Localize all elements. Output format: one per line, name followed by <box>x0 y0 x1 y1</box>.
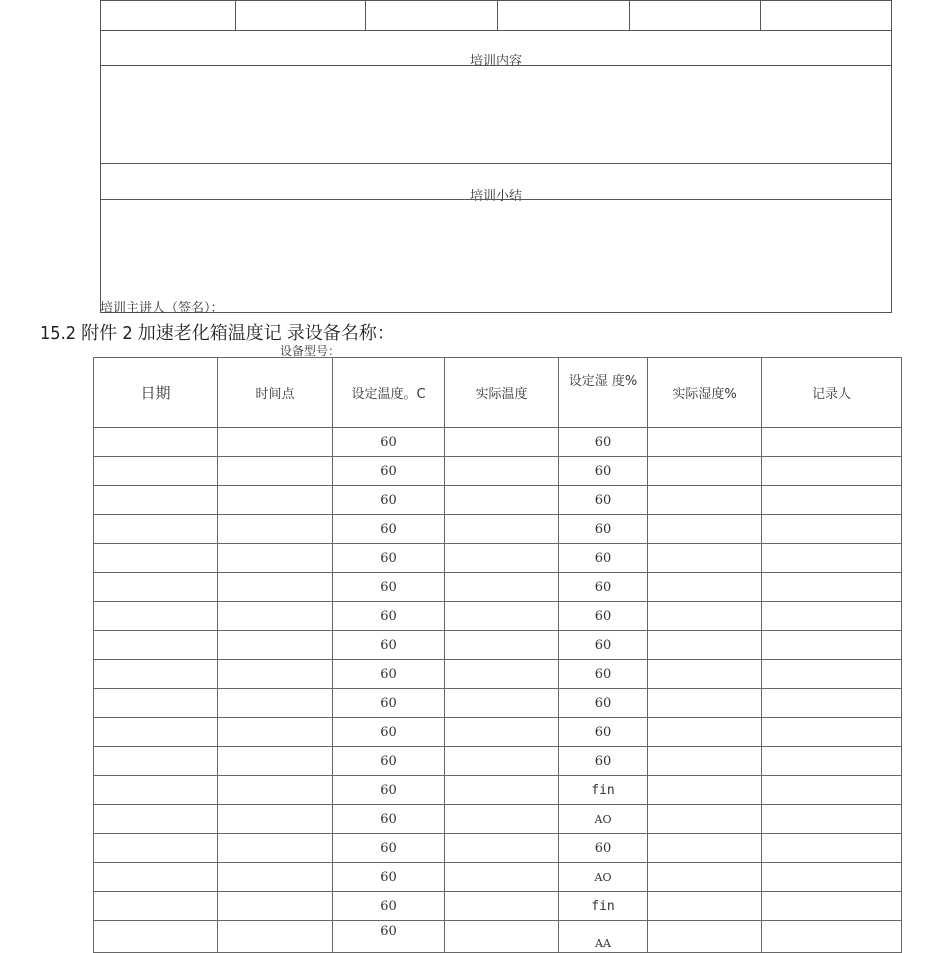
actual-temp-cell[interactable] <box>445 544 559 573</box>
time-cell[interactable] <box>218 602 333 631</box>
date-cell[interactable] <box>94 805 218 834</box>
time-cell[interactable] <box>218 834 333 863</box>
set-humidity-cell: 60 <box>559 515 648 544</box>
date-cell[interactable] <box>94 428 218 457</box>
date-cell[interactable] <box>94 718 218 747</box>
table-row <box>94 776 902 805</box>
actual-humidity-cell[interactable] <box>648 776 762 805</box>
actual-humidity-cell[interactable] <box>648 428 762 457</box>
set-temp-cell: 60 <box>333 428 445 457</box>
recorder-cell[interactable] <box>762 689 902 718</box>
date-cell[interactable] <box>94 747 218 776</box>
set-temp-cell: 60 <box>333 573 445 602</box>
set-temp-cell: 60 <box>333 718 445 747</box>
actual-humidity-cell[interactable] <box>648 718 762 747</box>
date-cell[interactable] <box>94 631 218 660</box>
set-temp-cell: 60 <box>333 486 445 515</box>
time-cell[interactable] <box>218 544 333 573</box>
recorder-cell[interactable] <box>762 892 902 921</box>
table-row <box>94 892 902 921</box>
set-humidity-cell: 60 <box>559 747 648 776</box>
header-date: 日期 <box>94 358 218 428</box>
recorder-cell[interactable] <box>762 573 902 602</box>
date-cell[interactable] <box>94 863 218 892</box>
set-humidity-cell: 60 <box>559 602 648 631</box>
set-temp-cell: 60 <box>333 515 445 544</box>
recorder-cell[interactable] <box>762 544 902 573</box>
table-row <box>94 660 902 689</box>
time-cell[interactable] <box>218 892 333 921</box>
actual-temp-cell[interactable] <box>445 631 559 660</box>
actual-temp-cell[interactable] <box>445 805 559 834</box>
actual-temp-cell[interactable] <box>445 921 559 953</box>
row-divider <box>101 199 891 200</box>
date-cell[interactable] <box>94 602 218 631</box>
row-divider <box>101 65 891 66</box>
recorder-cell[interactable] <box>762 747 902 776</box>
column-divider <box>235 0 236 30</box>
set-humidity-cell: 60 <box>559 486 648 515</box>
table-row <box>94 689 902 718</box>
time-cell[interactable] <box>218 660 333 689</box>
set-humidity-cell: fin <box>559 892 648 921</box>
actual-temp-cell[interactable] <box>445 747 559 776</box>
set-humidity-cell: 60 <box>559 457 648 486</box>
equipment-model-label: 设备型号： <box>280 344 341 358</box>
set-humidity-cell: 60 <box>559 573 648 602</box>
temperature-record-table <box>93 357 902 953</box>
set-temp-cell: 60 <box>333 457 445 486</box>
actual-humidity-cell[interactable] <box>648 660 762 689</box>
actual-humidity-cell[interactable] <box>648 863 762 892</box>
actual-temp-cell[interactable] <box>445 834 559 863</box>
actual-temp-cell[interactable] <box>445 689 559 718</box>
table-row <box>94 863 902 892</box>
recorder-cell[interactable] <box>762 428 902 457</box>
date-cell[interactable] <box>94 486 218 515</box>
time-cell[interactable] <box>218 776 333 805</box>
set-temp-cell: 60 <box>333 921 445 953</box>
training-form-table <box>100 0 892 313</box>
time-cell[interactable] <box>218 689 333 718</box>
actual-temp-cell[interactable] <box>445 573 559 602</box>
actual-humidity-cell[interactable] <box>648 689 762 718</box>
set-temp-cell: 60 <box>333 892 445 921</box>
set-humidity-cell: AO <box>559 805 648 834</box>
recorder-cell[interactable] <box>762 631 902 660</box>
column-divider <box>497 0 498 30</box>
date-cell[interactable] <box>94 515 218 544</box>
recorder-cell[interactable] <box>762 834 902 863</box>
table-row <box>94 921 902 953</box>
table-row <box>94 747 902 776</box>
actual-humidity-cell[interactable] <box>648 834 762 863</box>
set-humidity-cell: AO <box>559 863 648 892</box>
recorder-cell[interactable] <box>762 457 902 486</box>
table-row <box>94 457 902 486</box>
header-actual-temperature: 实际温度 <box>445 358 559 428</box>
time-cell[interactable] <box>218 486 333 515</box>
set-temp-cell: 60 <box>333 544 445 573</box>
actual-temp-cell[interactable] <box>445 892 559 921</box>
time-cell[interactable] <box>218 457 333 486</box>
time-cell[interactable] <box>218 428 333 457</box>
training-summary-label: 培训小结 <box>469 189 522 204</box>
recorder-cell[interactable] <box>762 718 902 747</box>
set-temp-cell: 60 <box>333 776 445 805</box>
actual-humidity-cell[interactable] <box>648 573 762 602</box>
table-row <box>94 544 902 573</box>
time-cell[interactable] <box>218 515 333 544</box>
table-header-row <box>94 358 902 428</box>
date-cell[interactable] <box>94 544 218 573</box>
set-humidity-cell: AA <box>559 921 648 953</box>
date-cell[interactable] <box>94 660 218 689</box>
recorder-cell[interactable] <box>762 776 902 805</box>
column-divider <box>365 0 366 30</box>
actual-temp-cell[interactable] <box>445 776 559 805</box>
time-cell[interactable] <box>218 573 333 602</box>
time-cell[interactable] <box>218 718 333 747</box>
actual-temp-cell[interactable] <box>445 486 559 515</box>
set-temp-cell: 60 <box>333 747 445 776</box>
date-cell[interactable] <box>94 892 218 921</box>
actual-humidity-cell[interactable] <box>648 631 762 660</box>
row-divider <box>101 30 891 31</box>
set-humidity-cell: fin <box>559 776 648 805</box>
recorder-cell[interactable] <box>762 805 902 834</box>
recorder-cell[interactable] <box>762 921 902 953</box>
set-temp-cell: 60 <box>333 631 445 660</box>
recorder-cell[interactable] <box>762 602 902 631</box>
table-row <box>94 486 902 515</box>
actual-humidity-cell[interactable] <box>648 892 762 921</box>
header-recorder: 记录人 <box>762 358 902 428</box>
table-row <box>94 515 902 544</box>
set-temp-cell: 60 <box>333 834 445 863</box>
actual-temp-cell[interactable] <box>445 718 559 747</box>
recorder-cell[interactable] <box>762 660 902 689</box>
table-row <box>94 428 902 457</box>
lecturer-signature-label: 培训主讲人（签名）： <box>100 301 224 316</box>
row-divider <box>101 163 891 164</box>
actual-temp-cell[interactable] <box>445 457 559 486</box>
set-humidity-cell: 60 <box>559 689 648 718</box>
section-title: 15.2 附件 2 加速老化箱温度记 录设备名称： <box>40 323 395 344</box>
actual-temp-cell[interactable] <box>445 863 559 892</box>
table-row <box>94 602 902 631</box>
actual-temp-cell[interactable] <box>445 602 559 631</box>
training-content-label: 培训内容 <box>469 54 522 69</box>
table-row <box>94 631 902 660</box>
header-actual-humidity: 实际湿度% <box>648 358 762 428</box>
set-temp-cell: 60 <box>333 689 445 718</box>
recorder-cell[interactable] <box>762 863 902 892</box>
actual-temp-cell[interactable] <box>445 515 559 544</box>
set-humidity-cell: 60 <box>559 660 648 689</box>
actual-humidity-cell[interactable] <box>648 921 762 953</box>
actual-humidity-cell[interactable] <box>648 805 762 834</box>
actual-humidity-cell[interactable] <box>648 544 762 573</box>
header-set-humidity: 设定湿 度% <box>559 358 648 428</box>
time-cell[interactable] <box>218 863 333 892</box>
actual-humidity-cell[interactable] <box>648 486 762 515</box>
actual-humidity-cell[interactable] <box>648 457 762 486</box>
actual-humidity-cell[interactable] <box>648 515 762 544</box>
table-row <box>94 834 902 863</box>
time-cell[interactable] <box>218 631 333 660</box>
header-set-temperature: 设定温度。C <box>333 358 445 428</box>
set-temp-cell: 60 <box>333 863 445 892</box>
time-cell[interactable] <box>218 921 333 953</box>
header-time-point: 时间点 <box>218 358 333 428</box>
table-row <box>94 718 902 747</box>
date-cell[interactable] <box>94 921 218 953</box>
recorder-cell[interactable] <box>762 515 902 544</box>
date-cell[interactable] <box>94 776 218 805</box>
actual-temp-cell[interactable] <box>445 660 559 689</box>
actual-temp-cell[interactable] <box>445 428 559 457</box>
set-humidity-cell: 60 <box>559 428 648 457</box>
column-divider <box>629 0 630 30</box>
date-cell[interactable] <box>94 457 218 486</box>
table-row <box>94 573 902 602</box>
date-cell[interactable] <box>94 689 218 718</box>
time-cell[interactable] <box>218 805 333 834</box>
table-top-border <box>101 0 891 1</box>
set-temp-cell: 60 <box>333 602 445 631</box>
set-humidity-cell: 60 <box>559 631 648 660</box>
set-temp-cell: 60 <box>333 660 445 689</box>
set-temp-cell: 60 <box>333 805 445 834</box>
time-cell[interactable] <box>218 747 333 776</box>
date-cell[interactable] <box>94 573 218 602</box>
date-cell[interactable] <box>94 834 218 863</box>
recorder-cell[interactable] <box>762 486 902 515</box>
table-row <box>94 805 902 834</box>
actual-humidity-cell[interactable] <box>648 747 762 776</box>
set-humidity-cell: 60 <box>559 718 648 747</box>
actual-humidity-cell[interactable] <box>648 602 762 631</box>
column-divider <box>760 0 761 30</box>
set-humidity-cell: 60 <box>559 834 648 863</box>
set-humidity-cell: 60 <box>559 544 648 573</box>
